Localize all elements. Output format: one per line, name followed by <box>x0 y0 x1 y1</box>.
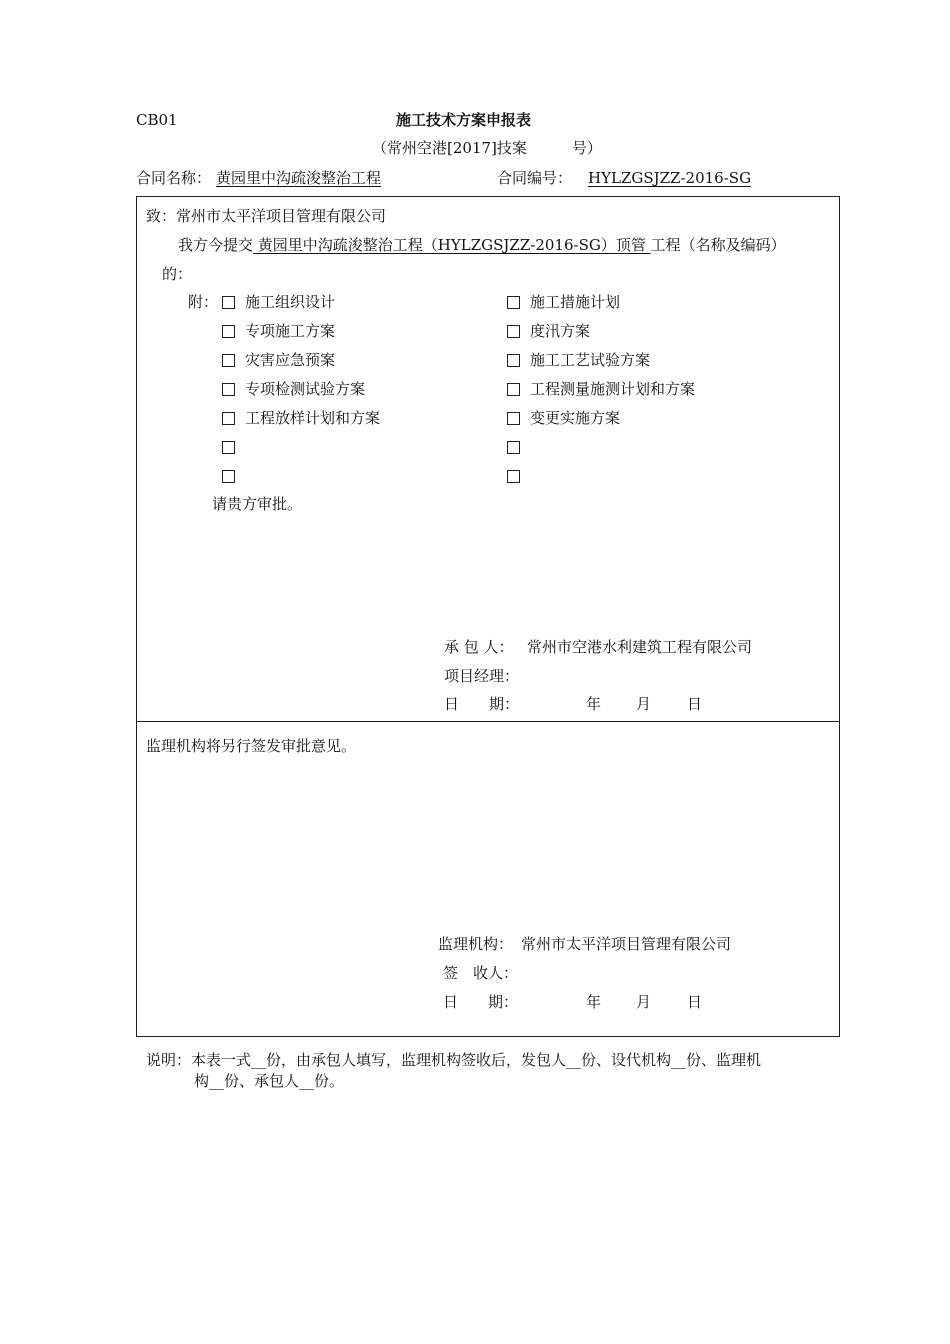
checkbox[interactable] <box>222 296 235 309</box>
attachment-label: 专项检测试验方案 <box>245 380 366 398</box>
attachment-item <box>507 292 620 312</box>
attachment-item <box>222 292 335 312</box>
attachment-item <box>222 379 365 399</box>
attachment-item <box>507 379 695 399</box>
supervisor-opinion: 监理机构将另行签发审批意见。 <box>146 737 357 755</box>
checkbox[interactable] <box>507 470 520 483</box>
checkbox[interactable] <box>507 412 520 425</box>
checkbox[interactable] <box>222 412 235 425</box>
checkbox[interactable] <box>222 470 235 483</box>
attachment-item <box>222 408 380 428</box>
checkbox[interactable] <box>507 354 520 367</box>
document-number: （常州空港[2017]技案 号） <box>372 139 602 157</box>
year-label: 年 <box>586 695 602 713</box>
contract-no: HYLZGSJZZ-2016-SG <box>588 169 752 187</box>
submit-prefix: 我方今提交 <box>178 236 254 254</box>
note-line-1: 说明：本表一式__份，由承包人填写，监理机构签收后，发包人__份、设代机构__份、监理机 <box>146 1051 762 1069</box>
attachment-item <box>507 321 590 341</box>
checkbox[interactable] <box>507 296 520 309</box>
checkbox[interactable] <box>507 383 520 396</box>
supervisor-name: 常州市太平洋项目管理有限公司 <box>521 935 732 953</box>
attachment-label: 灾害应急预案 <box>245 351 336 369</box>
supervisor-label: 监理机构： <box>438 935 514 953</box>
checkbox[interactable] <box>507 325 520 338</box>
project-manager-label: 项目经理： <box>444 667 520 685</box>
contract-name: 黄园里中沟疏浚整治工程 <box>216 169 382 187</box>
contractor-name: 常州市空港水利建筑工程有限公司 <box>527 638 753 656</box>
date-label-2: 日 期： <box>443 993 519 1011</box>
section-divider <box>136 721 840 722</box>
date-label: 日 期： <box>444 695 520 713</box>
attachment-item <box>507 466 530 486</box>
attachment-item <box>507 350 650 370</box>
month-label: 月 <box>636 695 652 713</box>
checkbox[interactable] <box>222 325 235 338</box>
attachment-item <box>222 321 335 341</box>
month-label-2: 月 <box>636 993 652 1011</box>
year-label-2: 年 <box>586 993 602 1011</box>
attachment-item <box>222 437 245 457</box>
receiver-label: 签 收人： <box>443 964 519 982</box>
checkbox[interactable] <box>507 441 520 454</box>
page-title: 施工技术方案申报表 <box>396 111 532 129</box>
form-code: CB01 <box>136 111 178 129</box>
attachment-label: 施工组织设计 <box>245 293 336 311</box>
contractor-label: 承 包 人： <box>444 638 514 656</box>
attachment-item <box>222 350 335 370</box>
day-label: 日 <box>687 695 703 713</box>
addressee: 致：常州市太平洋项目管理有限公司 <box>146 207 387 225</box>
contract-name-label: 合同名称： <box>136 169 212 187</box>
attach-label: 附： <box>188 293 219 311</box>
attachment-label: 度汛方案 <box>530 322 591 340</box>
contract-no-label: 合同编号： <box>497 169 573 187</box>
attachment-label: 工程测量施测计划和方案 <box>530 380 696 398</box>
submit-suffix: 工程（名称及编码） <box>650 236 786 254</box>
checkbox[interactable] <box>222 441 235 454</box>
attachment-item <box>222 466 245 486</box>
attachment-label: 施工措施计划 <box>530 293 621 311</box>
submit-project: 黄园里中沟疏浚整治工程（HYLZGSJZZ-2016-SG）顶管 <box>253 236 651 254</box>
attachment-label: 施工工艺试验方案 <box>530 351 651 369</box>
day-label-2: 日 <box>687 993 703 1011</box>
request-text: 请贵方审批。 <box>212 495 303 513</box>
submit-end: 的： <box>162 265 193 283</box>
attachment-label: 变更实施方案 <box>530 409 621 427</box>
checkbox[interactable] <box>222 354 235 367</box>
attachment-item <box>507 408 620 428</box>
checkbox[interactable] <box>222 383 235 396</box>
attachment-label: 工程放样计划和方案 <box>245 409 381 427</box>
attachment-label: 专项施工方案 <box>245 322 336 340</box>
attachment-item <box>507 437 530 457</box>
note-line-2: 构__份、承包人__份。 <box>194 1072 345 1090</box>
submit-line <box>178 235 786 255</box>
